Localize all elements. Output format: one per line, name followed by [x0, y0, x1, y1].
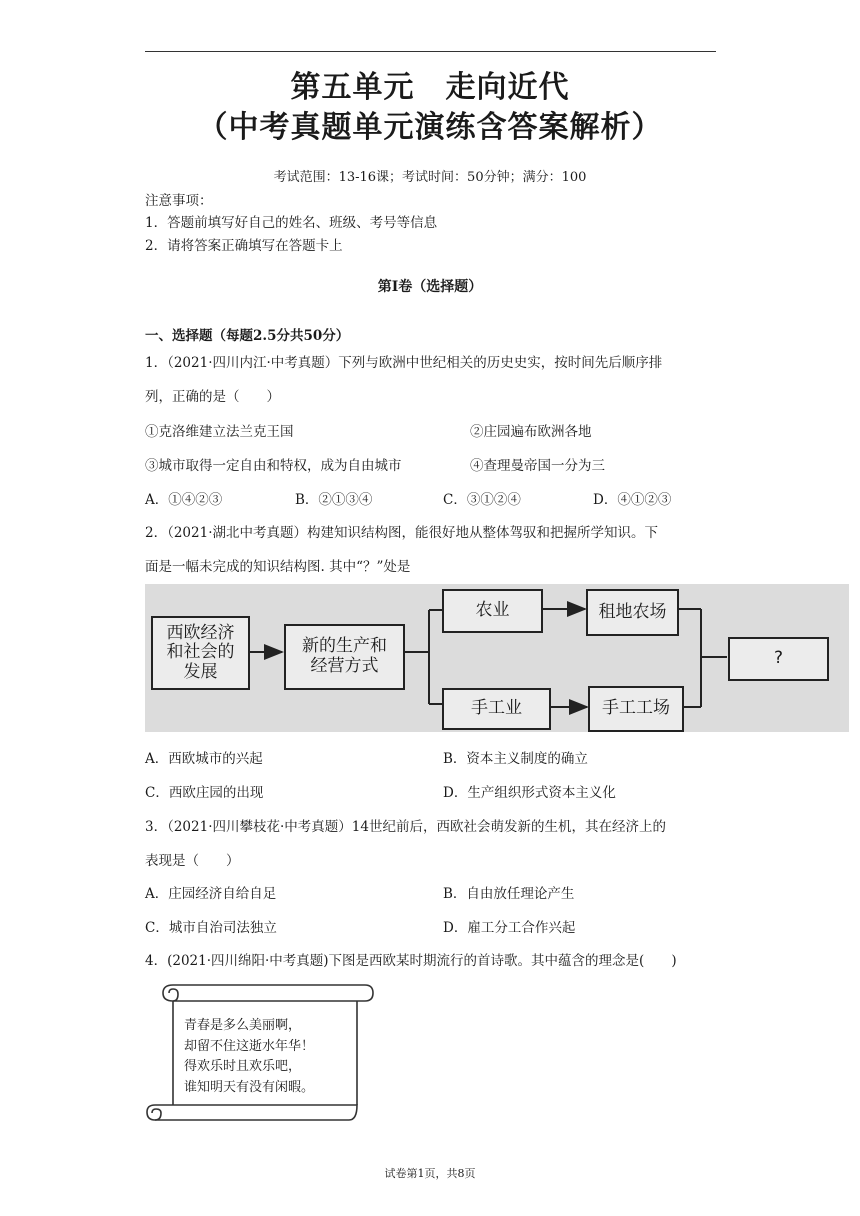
page-footer: 试卷第1页，共8页 [384, 1167, 476, 1180]
diagram-box-unknown [728, 637, 829, 681]
diagram-box-workshop [588, 686, 684, 732]
q2-option-b[interactable]: B．资本主义制度的确立 [443, 751, 588, 767]
q1-item-4: ④查理曼帝国一分为三 [470, 458, 605, 474]
diagram-box-label: 租地农场 [598, 601, 667, 622]
exam-info: 考试范围：13-16课；考试时间：50分钟；满分：100 [273, 170, 587, 185]
page-title: 第五单元 走向近代 [290, 70, 570, 105]
diagram-box-label: 手工工场 [602, 698, 670, 719]
q2-option-d[interactable]: D．生产组织形式资本主义化 [443, 785, 616, 801]
q3-option-d[interactable]: D．雇工分工合作兴起 [443, 920, 576, 936]
q1-option-b[interactable]: B．②①③④ [295, 492, 373, 508]
header-rule [145, 51, 716, 52]
q1-option-a[interactable]: A．①④②③ [145, 492, 223, 508]
volume-title: 第Ⅰ卷（选择题） [377, 279, 483, 295]
diagram-box-handicraft [442, 688, 551, 730]
note-2: 2．请将答案正确填写在答题卡上 [145, 238, 343, 254]
diagram-box-western-europe-development [151, 616, 250, 690]
q1-option-d[interactable]: D．④①②③ [593, 492, 672, 508]
q2-stem-line1: 2．（2021·湖北中考真题）构建知识结构图，能很好地从整体驾驭和把握所学知识。下 [145, 525, 658, 541]
diagram-box-new-production [284, 624, 405, 690]
diagram-box-label: 农业 [475, 600, 510, 621]
q3-option-b[interactable]: B．自由放任理论产生 [443, 886, 575, 902]
q3-option-a[interactable]: A．庄园经济自给自足 [145, 886, 277, 902]
diagram-box-label: 西欧经济 和社会的 发展 [166, 622, 235, 682]
diagram-box-label: 新的生产和 经营方式 [302, 636, 387, 676]
q1-item-2: ②庄园遍布欧洲各地 [470, 424, 592, 440]
q2-stem-line2: 面是一幅未完成的知识结构图. 其中“？”处是 [145, 559, 411, 575]
q3-stem-line1: 3．（2021·四川攀枝花·中考真题）14世纪前后，西欧社会萌发新的生机，其在经济上的 [145, 819, 666, 835]
diagram-box-agriculture [442, 589, 543, 633]
diagram-box-label: ? [773, 648, 784, 669]
notes-heading: 注意事项： [145, 193, 213, 209]
knowledge-structure-diagram [145, 584, 849, 732]
q1-option-c[interactable]: C．③①②④ [443, 492, 521, 508]
q1-stem-line2: 列，正确的是（ ） [145, 389, 280, 405]
q2-option-a[interactable]: A．西欧城市的兴起 [145, 751, 263, 767]
q1-stem-line1: 1．（2021·四川内江·中考真题）下列与欧洲中世纪相关的历史史实，按时间先后顺序排 [145, 355, 663, 371]
part-title: 一、选择题（每题2.5分共50分） [145, 328, 350, 344]
page-subtitle: （中考真题单元演练含答案解析） [197, 110, 663, 145]
q3-option-c[interactable]: C．城市自治司法独立 [145, 920, 277, 936]
q1-item-1: ①克洛维建立法兰克王国 [145, 424, 294, 440]
note-1: 1．答题前填写好自己的姓名、班级、考号等信息 [145, 215, 438, 231]
q1-item-3: ③城市取得一定自由和特权，成为自由城市 [145, 458, 402, 474]
poem-text: 青春是多么美丽啊， 却留不住这逝水年华！ 得欢乐时且欢乐吧， 谁知明天有没有闲暇。 [184, 1018, 315, 1095]
q2-option-c[interactable]: C．西欧庄园的出现 [145, 785, 264, 801]
diagram-box-tenant-farm [586, 589, 679, 636]
q3-stem-line2: 表现是（ ） [145, 853, 240, 869]
q4-stem-line1: 4．(2021·四川绵阳·中考真题)下图是西欧某时期流行的首诗歌。其中蕴含的理念是( ) [145, 953, 677, 969]
diagram-box-label: 手工业 [471, 698, 522, 719]
